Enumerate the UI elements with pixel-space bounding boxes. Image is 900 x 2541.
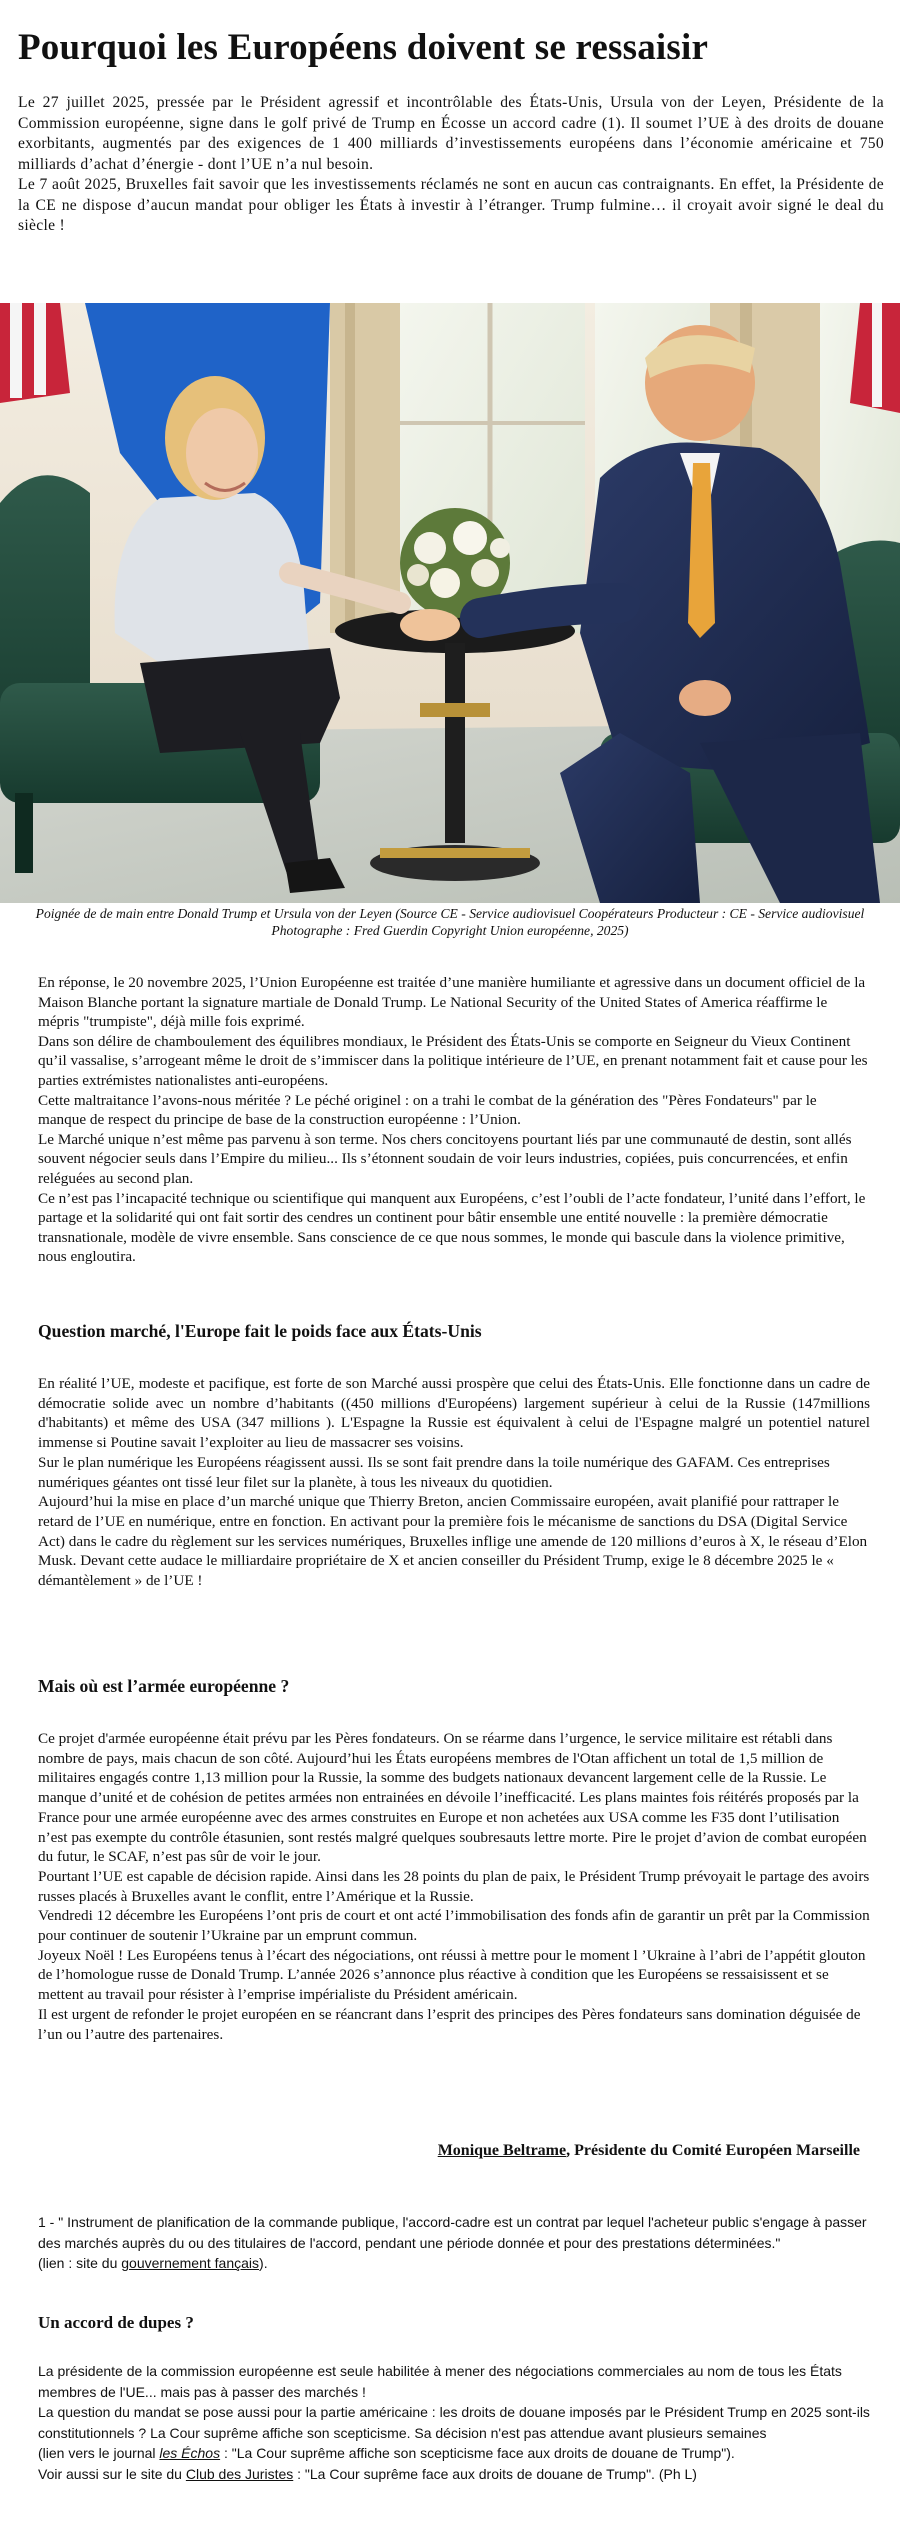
dupes-paragraph bbox=[38, 2443, 870, 2464]
body-paragraph: Le Marché unique n’est même pas parvenu à son terme. Nos chers concitoyens pourtant liés par une communauté de destin, sont allés souvent négocier seuls dans l’Empire du milieu... Ils s’étonnent soudain de voir leurs industries, copiées, puis concurrencées, et enfin reléguées au second plan. bbox=[38, 1130, 852, 1187]
photo-caption: Poignée de de main entre Donald Trump et Ursula von der Leyen (Source CE - Service audiovisuel Coopérateurs Producteur : CE - Service audiovisuel Photographe : Fred Guerdin Copyright Union européenne, 2025) bbox=[35, 906, 865, 938]
section-paragraph: Vendredi 12 décembre les Européens l’ont pris de court et ont acté l’immobilisation des fonds afin de garantir un prêt par la Commission pour continuer de soutenir l’Ukraine par un emprunt commun. bbox=[38, 1907, 870, 1945]
section-heading-market: Question marché, l'Europe fait le poids face aux États-Unis bbox=[38, 1321, 482, 1341]
dupes-paragraph: La question du mandat se pose aussi pour la partie américaine : les droits de douane imposés par le Président Trump en 2025 sont-ils constitutionnels ? La Cour suprême affiche son scepticisme. Sa décision n'est pas attendue avant plusieurs semaines bbox=[38, 2404, 870, 2441]
body-paragraph: Cette maltraitance l’avons-nous méritée ? Le péché originel : on a trahi le combat de la génération des "Pères Fondateurs" par le manque de respect du principe de base de la construction européenne : l’Union. bbox=[38, 1091, 817, 1129]
government-link[interactable]: gouvernement fançais bbox=[121, 2255, 260, 2271]
section-paragraph: En réalité l’UE, modeste et pacifique, est forte de son Marché aussi prospère que celui des États-Unis. Elle fonctionne dans un cadre de démocratie solide avec un nombre d’habitants ((450 millions d'Européens) largement supérieur à celui de la Russie (147millions d'habitants) et même des USA (347 millions ). L'Espagne la Russie est équivalent à celui de l'Espagne malgré un potentiel naturel immense si Poutine savait l’exploiter au lieu de massacrer ses voisins. bbox=[38, 1375, 870, 1452]
author-signature bbox=[438, 2142, 860, 2160]
footnote-source-prefix: (lien : site du bbox=[38, 2255, 122, 2271]
dupes-paragraph: La présidente de la commission européenne est seule habilitée à mener des négociations commerciales au nom de tous les États membres de l'UE... mais pas à passer des marchés ! bbox=[38, 2363, 842, 2400]
juristes-suffix: : "La Cour suprême face aux droits de douane de Trump". (Ph L) bbox=[293, 2465, 697, 2482]
echos-suffix: : "La Cour suprême affiche son scepticisme face aux droits de douane de Trump"). bbox=[220, 2445, 735, 2461]
author-role: , Présidente du Comité Européen Marseille bbox=[566, 2142, 860, 2159]
section-paragraph: Pourtant l’UE est capable de décision rapide. Ainsi dans les 28 points du plan de paix, le Président Trump prévoyait le partage des avoirs russes placés à Bruxelles avant le conflit, entre l’Amérique et la Russie. bbox=[38, 1867, 870, 1905]
club-des-juristes-link[interactable]: Club des Juristes bbox=[185, 2465, 294, 2482]
footnote-source bbox=[38, 2253, 870, 2274]
footnote-source-suffix: ). bbox=[259, 2255, 268, 2271]
section-heading-army: Mais où est l’armée européenne ? bbox=[38, 1676, 290, 1696]
body-paragraph: Ce n’est pas l’incapacité technique ou scientifique qui manquent aux Européens, c’est l’oubli de l’acte fondateur, l’unité dans l’effort, le partage et la solidarité qui ont fait sortir des cendres un continent pour bâtir ensemble une entité nouvelle : la première démocratie transnationale, modèle de vivre ensemble. Sans conscience de ce que nous sommes, le monde qui bascule dans la violence primitive, nous engloutira. bbox=[38, 1189, 866, 1266]
section-paragraph: Ce projet d'armée européenne était prévu par les Pères fondateurs. On se réarme dans l’urgence, le service militaire est rétabli dans nombre de pays, mais chacun de son côté. Aujourd’hui les États européens membres de l'Otan affichent un total de 1,5 million de militaires engagés contre 1,13 million pour la Russie, la somme des budgets nationaux devancent largement celle de la Russie. Le manque d’unité et de cohésion de petites armées non entrainées en dévoile l’inefficacité. Les plans maintes fois réitérés proposés par la France pour une armée européenne avec des armes construites en Europe et non achetées aux USA comme les F35 dont l’utilisation n’est pas exempte du contrôle étasunien, sont restés malgré quelques soubresauts lettre morte. Pire le projet d’avion de combat européen du futur, le SCAF, n’est pas sûr de voir le jour. bbox=[38, 1730, 867, 1866]
echos-prefix: (lien vers le journal bbox=[38, 2445, 160, 2461]
juristes-prefix: Voir aussi sur le site du bbox=[38, 2465, 186, 2482]
section-paragraph: Aujourd’hui la mise en place d’un marché unique que Thierry Breton, ancien Commissaire européen, avait planifié pour rattraper le retard de l’UE en numérique, entre en fonction. En activant pour la première fois le mécanisme de sanctions du DSA (Digital Service Act) dans le cadre du règlement sur les services numériques, Bruxelles inflige une amende de 120 millions d’euros à X, le réseau d’Elon Musk. Devant cette audace le milliardaire propriétaire de X et ancien conseiller du Président Trump, exige le 8 décembre 2025 le « démantèlement » de l’UE ! bbox=[38, 1493, 868, 1590]
article-title: Pourquoi les Européens doivent se ressaisir bbox=[18, 27, 709, 68]
section-dupes bbox=[38, 2361, 870, 2484]
section-paragraph: Sur le plan numérique les Européens réagissent aussi. Ils se sont fait prendre dans la toile numérique des GAFAM. Ces entreprises numériques géantes ont tissé leur filet sur la planète, à tous les niveaux du quotidien. bbox=[38, 1453, 830, 1491]
section-paragraph: Il est urgent de refonder le projet européen en se réancrant dans l’esprit des principes des Pères fondateurs sans domination déguisée de l’un ou l’autre des partenaires. bbox=[38, 2005, 861, 2043]
intro-paragraph: Le 7 août 2025, Bruxelles fait savoir que les investissements réclamés ne sont en aucun cas contraignants. En effet, la Présidente de la CE ne dispose d’aucun mandat pour obliger les États à investir à l’étranger. Trump fulmine… il croyait avoir signé le deal du siècle ! bbox=[18, 176, 884, 234]
intro-paragraph: Le 27 juillet 2025, pressée par le Président agressif et incontrôlable des États-Unis, Ursula von der Leyen, Présidente de la Commission européenne, signe dans le golf privé de Trump en Écosse un accord cadre (1). Il soumet l’UE à des droits de douane exorbitants, augmentés par des exigences de 1 400 milliards d’investissements européens dans l’économie américaine et 750 milliards d’achat d’énergie - dont l’UE n’a nul besoin. bbox=[18, 94, 884, 173]
section-market bbox=[38, 1374, 870, 1591]
section-heading-dupes: Un accord de dupes ? bbox=[38, 2313, 194, 2332]
article-body bbox=[38, 973, 868, 1267]
section-paragraph: Joyeux Noël ! Les Européens tenus à l’écart des négociations, ont réussi à mettre pour le moment l ’Ukraine à l’abri de l’appétit glouton de l’homologue russe de Donald Trump. L’année 2026 s’annonce plus réactive à condition que les Européens se ressaisissent et se mettent au travail pour résister à l’emprise impérialiste du Président américain. bbox=[38, 1946, 866, 2004]
les-echos-link[interactable]: les Échos bbox=[159, 2445, 221, 2461]
body-paragraph: Dans son délire de chamboulement des équilibres mondiaux, le Président des États-Unis se comporte en Seigneur du Vieux Continent qu’il vassalise, s’arrogeant même le droit de s’immiscer dans la politique intérieure de l’UE, en prenant notamment fait et cause pour les parties extrémistes nationalistes anti-européens. bbox=[38, 1032, 868, 1089]
body-paragraph: En réponse, le 20 novembre 2025, l’Union Européenne est traitée d’une manière humiliante et agressive dans un document officiel de la Maison Blanche portant la signature martiale de Donald Trump. Le National Security of the United States of America réaffirme le mépris "trumpiste", déjà mille fois exprimé. bbox=[38, 974, 866, 1031]
intro-section bbox=[18, 93, 884, 237]
handshake-photo bbox=[0, 303, 900, 903]
section-army bbox=[38, 1729, 870, 2044]
footnote-text: 1 - " Instrument de planification de la commande publique, l'accord-cadre est un contrat par lequel l'acheteur public s'engage à passer des marchés auprès du ou des titulaires de l'accord, pendant une période donnée et pour des prestations déterminées." bbox=[38, 2214, 867, 2251]
footnote bbox=[38, 2212, 870, 2274]
author-name[interactable]: Monique Beltrame bbox=[437, 2142, 567, 2159]
dupes-paragraph bbox=[38, 2464, 870, 2485]
